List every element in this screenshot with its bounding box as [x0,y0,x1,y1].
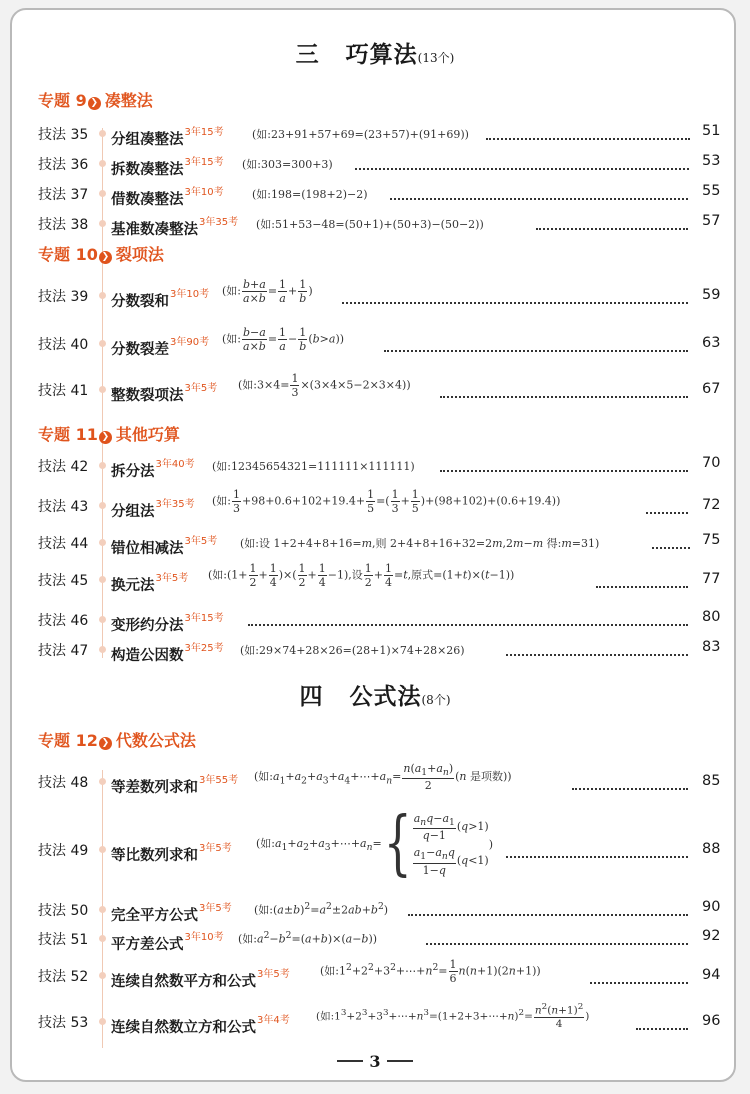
leader-dots [596,586,688,588]
footer-page-number: 3 [369,1052,381,1071]
page-number: 59 [702,287,721,303]
page-number: 67 [702,381,721,397]
bullet-dot [99,646,106,653]
entry-title: 基准数凑整法$^{3年35考}$ [111,217,239,238]
bullet-dot [99,220,106,227]
leader-dots [486,138,690,140]
page-number: 94 [702,967,721,983]
page-number: 77 [702,571,721,587]
page-number: 75 [702,532,721,548]
entry-title: 完全平方公式$^{3年5考}$ [111,903,232,924]
bullet-dot [99,130,106,137]
entry-example: (如:设 1+2+4+8+16=m,则 2+4+8+16+32=2m,2m−m 得:m=31) [240,537,600,550]
bullet-dot [99,539,106,546]
entry-title: 借数凑整法$^{3年10考}$ [111,187,224,208]
entry-title: 分数裂和$^{3年10考}$ [111,289,210,310]
page-number: 72 [702,497,721,513]
entry-title: 连续自然数平方和公式$^{3年5考}$ [111,969,290,990]
entry-example: (如$:(a\pm b)^2=a^2\pm 2ab+b^2$) [254,901,389,917]
entry-example: (如$:a_1+a_2+a_3+\cdots+a_n=${ $a_nq-a_1$ q−1 (q>1) $a_1-a_nq$ 1−q (q<1) ) [256,802,494,885]
bullet-dot [99,340,106,347]
entry-example: (如$:1^2+2^2+3^2+\cdots+n^2=$ $\frac{1}{6}$ n(n+1)(2n+1)) [320,958,541,986]
entry-example: (如:198=(198+2)−2) [252,188,368,201]
leader-dots [342,302,688,304]
leader-dots [636,1028,688,1030]
entry-example: (如:303=300+3) [242,158,333,171]
entry-title: 等差数列求和$^{3年55考}$ [111,775,239,796]
page-number: 80 [702,609,721,625]
topic-heading[interactable]: 专题 11 ❯ 其他巧算 [38,425,180,444]
chapter-header [12,678,738,711]
chapter-title: 公式法 [349,684,422,710]
bullet-dot [99,462,106,469]
leader-dots [408,914,688,916]
leader-dots [506,654,688,656]
entry-example: (如$:1^3+2^3+3^3+\cdots+n^3=(1+2+3+\cdots+n)^2=$ $\frac{n^2(n+1)^2}{4}$ ) [316,1002,590,1031]
page-number: 90 [702,899,721,915]
bullet-dot [99,502,106,509]
page-number: 96 [702,1013,721,1029]
bullet-dot [99,1018,106,1025]
entry-example: (如: $\frac{b-a}{a\times b}$ = $\frac{1}{a}$ − $\frac{1}{b}$ (b>a)) [222,326,345,354]
entry-title: 分组法$^{3年35考}$ [111,499,195,520]
topic-heading[interactable]: 专题 9 ❯ 凑整法 [38,91,153,110]
bullet-dot [99,935,106,942]
entry-example: (如$:a_1+a_2+a_3+a_4+\cdots+a_n=$ $\frac{n(a_1+a_n)}{2}$ (n 是项数)) [254,762,512,793]
entry-example: (如$:a^2-b^2=(a+b)\times(a-b)$) [238,930,378,946]
page-number: 55 [702,183,721,199]
chapter-number: 三 [295,42,320,68]
entry-example: (如:(1+ $\frac{1}{2}$ + $\frac{1}{4}$ )×( $\frac{1}{2}$ + $\frac{1}{4}$ −1),设 $\frac{1}{2}$ + $\frac{1}{4}$ =t,原式=(1+t)×(t−1)) [208,562,515,590]
topic-heading[interactable]: 专题 12 ❯ 代数公式法 [38,731,196,750]
bullet-dot [99,190,106,197]
page-number: 53 [702,153,721,169]
chapter-title: 巧算法 [345,42,418,68]
leader-dots [248,624,688,626]
bullet-dot [99,576,106,583]
page-number: 85 [702,773,721,789]
chevron-right-icon: ❯ [88,97,101,110]
entry-title: 分数裂差$^{3年90考}$ [111,337,210,358]
leader-dots [440,396,688,398]
entry-title: 连续自然数立方和公式$^{3年4考}$ [111,1015,290,1036]
bullet-dot [99,846,106,853]
entry-title: 平方差公式$^{3年10考}$ [111,932,224,953]
entry-example: (如:3×4= $\frac{1}{3}$ ×(3×4×5−2×3×4)) [238,372,411,400]
entry-example: (如:29×74+28×26=(28+1)×74+28×26) [240,644,465,657]
chapter-header [12,36,738,69]
entry-example: (如: $\frac{b+a}{a\times b}$ = $\frac{1}{a}$ + $\frac{1}{b}$ ) [222,278,313,306]
chevron-right-icon: ❯ [99,431,112,444]
leader-dots [426,943,688,945]
bullet-dot [99,972,106,979]
entry-example: (如: $\frac{1}{3}$ +98+0.6+102+19.4+ $\frac{1}{5}$ =( $\frac{1}{3}$ + $\frac{1}{5}$ )+(98+102)+(0.6+19.4)) [212,488,561,516]
leader-dots [440,470,688,472]
leader-dots [646,512,688,514]
chapter-number: 四 [299,684,324,710]
bullet-dot [99,160,106,167]
chevron-right-icon: ❯ [99,251,112,264]
bullet-dot [99,906,106,913]
leader-dots [390,198,688,200]
page-number: 88 [702,841,721,857]
entry-title: 拆分法$^{3年40考}$ [111,459,195,480]
entry-title: 整数裂项法$^{3年5考}$ [111,383,218,404]
topic-heading[interactable]: 专题 10 ❯ 裂项法 [38,245,164,264]
page-number: 92 [702,928,721,944]
page-number: 63 [702,335,721,351]
leader-dots [384,350,688,352]
leader-dots [572,788,688,790]
page-number: 70 [702,455,721,471]
page-number: 57 [702,213,721,229]
chapter-count: (8个) [421,693,451,707]
leader-dots [536,228,688,230]
entry-title: 分组凑整法$^{3年15考}$ [111,127,224,148]
entry-example: (如:23+91+57+69=(23+57)+(91+69)) [252,128,469,141]
entry-title: 等比数列求和$^{3年5考}$ [111,843,232,864]
bullet-dot [99,616,106,623]
page-number: 83 [702,639,721,655]
entry-title: 构造公因数$^{3年25考}$ [111,643,224,664]
bullet-dot [99,386,106,393]
leader-dots [652,547,690,549]
entry-title: 拆数凑整法$^{3年15考}$ [111,157,224,178]
entry-example: (如:12345654321=111111×111111) [212,460,415,473]
bullet-dot [99,778,106,785]
leader-dots [506,856,688,858]
chevron-right-icon: ❯ [99,737,112,750]
page-number: 51 [702,123,721,139]
entry-example: (如:51+53−48=(50+1)+(50+3)−(50−2)) [256,218,484,231]
toc-page: 三 巧算法(13个) 专题 9 ❯ 凑整法 技法 35 分组凑整法$^{3年15考}$ (如:23+91+57+69=(23+57)+(91+69)) 51 技法 36 拆数凑整法$^{3年15考}$ (如:303=300+3) 53 技法 37 借数凑整法$^{3年10考}$ (如:198=(198+2)−2) 55 技法 38 基准数凑整法$^{3年35考}$ (如:51+53−48=(50+1)+(50+3)−(50−2)) 57 专题 10 ❯ 裂项法 技法 39 分数裂和$^{3年10考}$ (如: $\frac{b+a}{a\times b}$ = $\frac{1}{a}$ + $\frac{1}{b}$ ) 59 技法 40 分数裂差$^{3年90考}$ (如: $\frac{b-a}{a\times b}$ = $\frac{1}{a}$ − $\frac{1}{b}$ (b>a)) 63 技法 41 整数裂项法$^{3年5考}$ (如:3×4= $\frac{1}{3}$ ×(3×4×5−2×3×4)) 67 专题 11 ❯ 其他巧算 技法 42 拆分法$^{3年40考}$ (如:12345654321=111111×111111) 70 技法 43 分组法$^{3年35考}$ (如: $\frac{1}{3}$ +98+0.6+102+19.4+ $\frac{1}{5}$ =( $\frac{1}{3}$ + $\frac{1}{5}$ )+(98+102)+(0.6+19.4)) 72 技法 44 错位相减法$^{3年5考}$ (如:设 1+2+4+8+16=m,则 2+4+8+16+32=2m,2m−m 得:m=31) 75 技法 45 换元法$^{3年5考}$ (如:(1+ $\frac{1}{2}$ + $\frac{1}{4}$ )×( $\frac{1}{2}$ + $\frac{1}{4}$ −1),设 $\frac{1}{2}$ + $\frac{1}{4}$ =t,原式=(1+t)×(t−1)) 77 技法 46 变形约分法$^{3年15考}$ 80 技法 47 构造公因数$^{3年25考}$ (如:29×74+28×26=(28+1)×74+28×26) 83 四 公式法(8个) 专题 12 ❯ 代数公式法 技法 48 等差数列求和$^{3年55考}$ (如$:a_1+a_2+a_3+a_4+\cdots+a_n=$ $\frac{n(a_1+a_n)}{2}$ (n 是项数)) 85 技法 49 等比数列求和$^{3年5考}$ (如$:a_1+a_2+a_3+\cdots+a_n=${ $a_nq-a_1$ q−1 (q>1) $a_1-a_nq$ 1−q (q<1) ) 88 技法 50 完全平方公式$^{3年5考}$ (如$:(a\pm b)^2=a^2\pm 2ab+b^2$) 90 技法 51 平方差公式$^{3年10考}$ (如$:a^2-b^2=(a+b)\times(a-b)$) 92 技法 52 连续自然数平方和公式$^{3年5考}$ (如$:1^2+2^2+3^2+\cdots+n^2=$ $\frac{1}{6}$ n(n+1)(2n+1)) 94 技法 53 连续自然数立方和公式$^{3年4考}$ (如$:1^3+2^3+3^3+\cdots+n^3=(1+2+3+\cdots+n)^2=$ $\frac{n^2(n+1)^2}{4}$ ) 96 3 [10,8,736,1082]
page-footer [12,1052,738,1071]
chapter-count: (13个) [417,51,455,65]
leader-dots [590,982,688,984]
entry-title: 换元法$^{3年5考}$ [111,573,189,594]
entry-title: 错位相减法$^{3年5考}$ [111,536,218,557]
bullet-dot [99,292,106,299]
leader-dots [355,168,689,170]
entry-title: 变形约分法$^{3年15考}$ [111,613,224,634]
